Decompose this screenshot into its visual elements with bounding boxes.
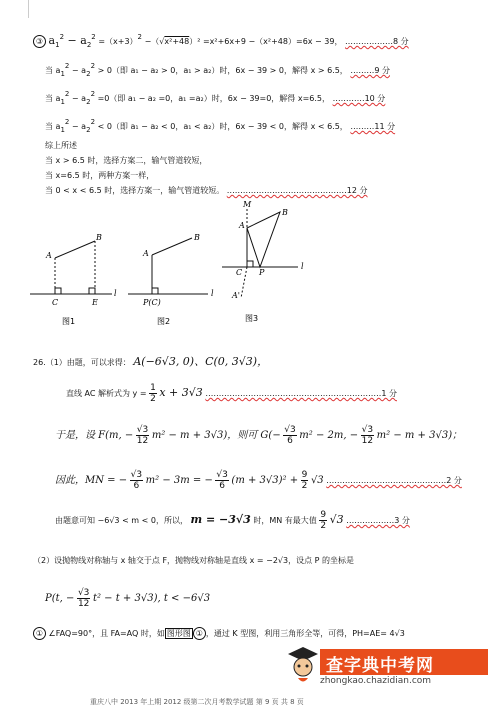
q26-mn-line: 因此，MN = − $\frac{√3}{6}$ m² − 3m = − $\frac{√3}{6}$ (m + 3√3)² + $\frac{9}{2}$ √3 ………………………………………2 分	[55, 470, 462, 491]
page-margin-line	[28, 0, 29, 18]
fig2-label-a: A	[143, 249, 149, 258]
line-3: 当 a12 − a22 =0（即 a₁ − a₂ =0，a₁ =a₂）时，6x − 39=0，解得 x=6.5， …………10 分	[45, 90, 386, 106]
graduate-mascot-icon	[286, 645, 320, 685]
fig2-caption: 图2	[157, 317, 171, 326]
q26-f-line: 于是，设 F(m, − $\frac{√3}{12}$ m² − m + 3√3)，则可 G(− $\frac{√3}{6}$ m² − 2m, − $\frac{√3}{12}$ m² − m + 3√3)；	[55, 425, 463, 446]
q26-intro: 26.（1）由题，可以求得： A(−6√3, 0)、C(0, 3√3)，	[33, 355, 269, 368]
fig1-label-a: A	[46, 251, 52, 260]
fig3-caption: 图3	[245, 314, 259, 323]
line-4: 当 a12 − a22 < 0（即 a₁ − a₂ < 0，a₁ < a₂）时，6x − 39 < 0，解得 x < 6.5， ………11 分	[45, 118, 396, 134]
figure-2	[128, 233, 214, 326]
line-6: 当 x > 6.5 时，选择方案二，输气管道较短，	[45, 156, 208, 165]
figure-1	[30, 233, 117, 326]
line-8: 当 0 < x < 6.5 时，选择方案一，输气管道较短。 ………………………………………12 分	[45, 186, 368, 195]
q26-range-line: 由题意可知 −6√3 < m < 0，所以， m = −3√3 时，MN 有最大值 $\frac{9}{2}$ √3 ………………3 分	[55, 510, 410, 531]
figure-3	[222, 200, 304, 323]
logo-url: zhongkao.chazidian.com	[320, 676, 432, 686]
fig1-label-c: C	[52, 298, 59, 307]
q26-part2: （2）设抛物线对称轴与 x 轴交于点 F，抛物线对称轴是直线 x = −2√3，设点 P 的坐标是	[33, 556, 355, 565]
q26-ac-line: 直线 AC 解析式为 y = $\frac{1}{2}$ x + 3√3 …………………………………………………………1 分	[66, 383, 397, 404]
fig1-label-l: l	[114, 289, 117, 298]
line-1: ③ a12 − a22 =（x+3）2 −（√x²+48）² =x²+6x+9 −（x²+48）=6x − 39， ………………8 分	[33, 33, 409, 49]
fig1-caption: 图1	[62, 317, 76, 326]
page-footer: 重庆八中 2013 年上期 2012 级第二次月考数学试题 第 9 页 共 8 页	[90, 698, 304, 706]
fig1-label-e: E	[92, 298, 98, 307]
line-5: 综上所述	[45, 141, 77, 150]
fig2-label-l: l	[211, 289, 214, 298]
fig3-label-b: B	[282, 208, 288, 217]
fig3-label-c: C	[236, 268, 243, 277]
fig3-label-p: P	[259, 268, 265, 277]
fig1-label-b: B	[96, 233, 102, 242]
logo-text: 查字典中考网	[326, 656, 434, 676]
q26-p-coord: P(t, − $\frac{√3}{12}$ t² − t + 3√3), t < −6√3	[45, 588, 211, 609]
line-2: 当 a12 − a22 > 0（即 a₁ − a₂ > 0，a₁ > a₂）时，6x − 39 > 0，解得 x > 6.5， ………9 分	[45, 62, 390, 78]
line-7: 当 x=6.5 时，两种方案一样，	[45, 171, 155, 180]
fig3-label-aprime: A'	[232, 291, 240, 300]
fig3-label-m: M	[243, 200, 252, 209]
q26-last-line: ① ∠FAQ=90°，且 FA=AQ 时，如 图形图 ① ，通过 K 型图，利用三角形全等，可得，PH=AE= 4√3	[33, 627, 405, 640]
fig2-label-b: B	[194, 233, 200, 242]
circle-three: ③	[33, 35, 46, 48]
fig3-label-l: l	[301, 262, 304, 271]
figures-svg	[0, 195, 504, 330]
fig3-label-a: A	[239, 221, 245, 230]
site-logo	[286, 643, 490, 689]
fig2-label-p: P(C)	[143, 298, 161, 307]
